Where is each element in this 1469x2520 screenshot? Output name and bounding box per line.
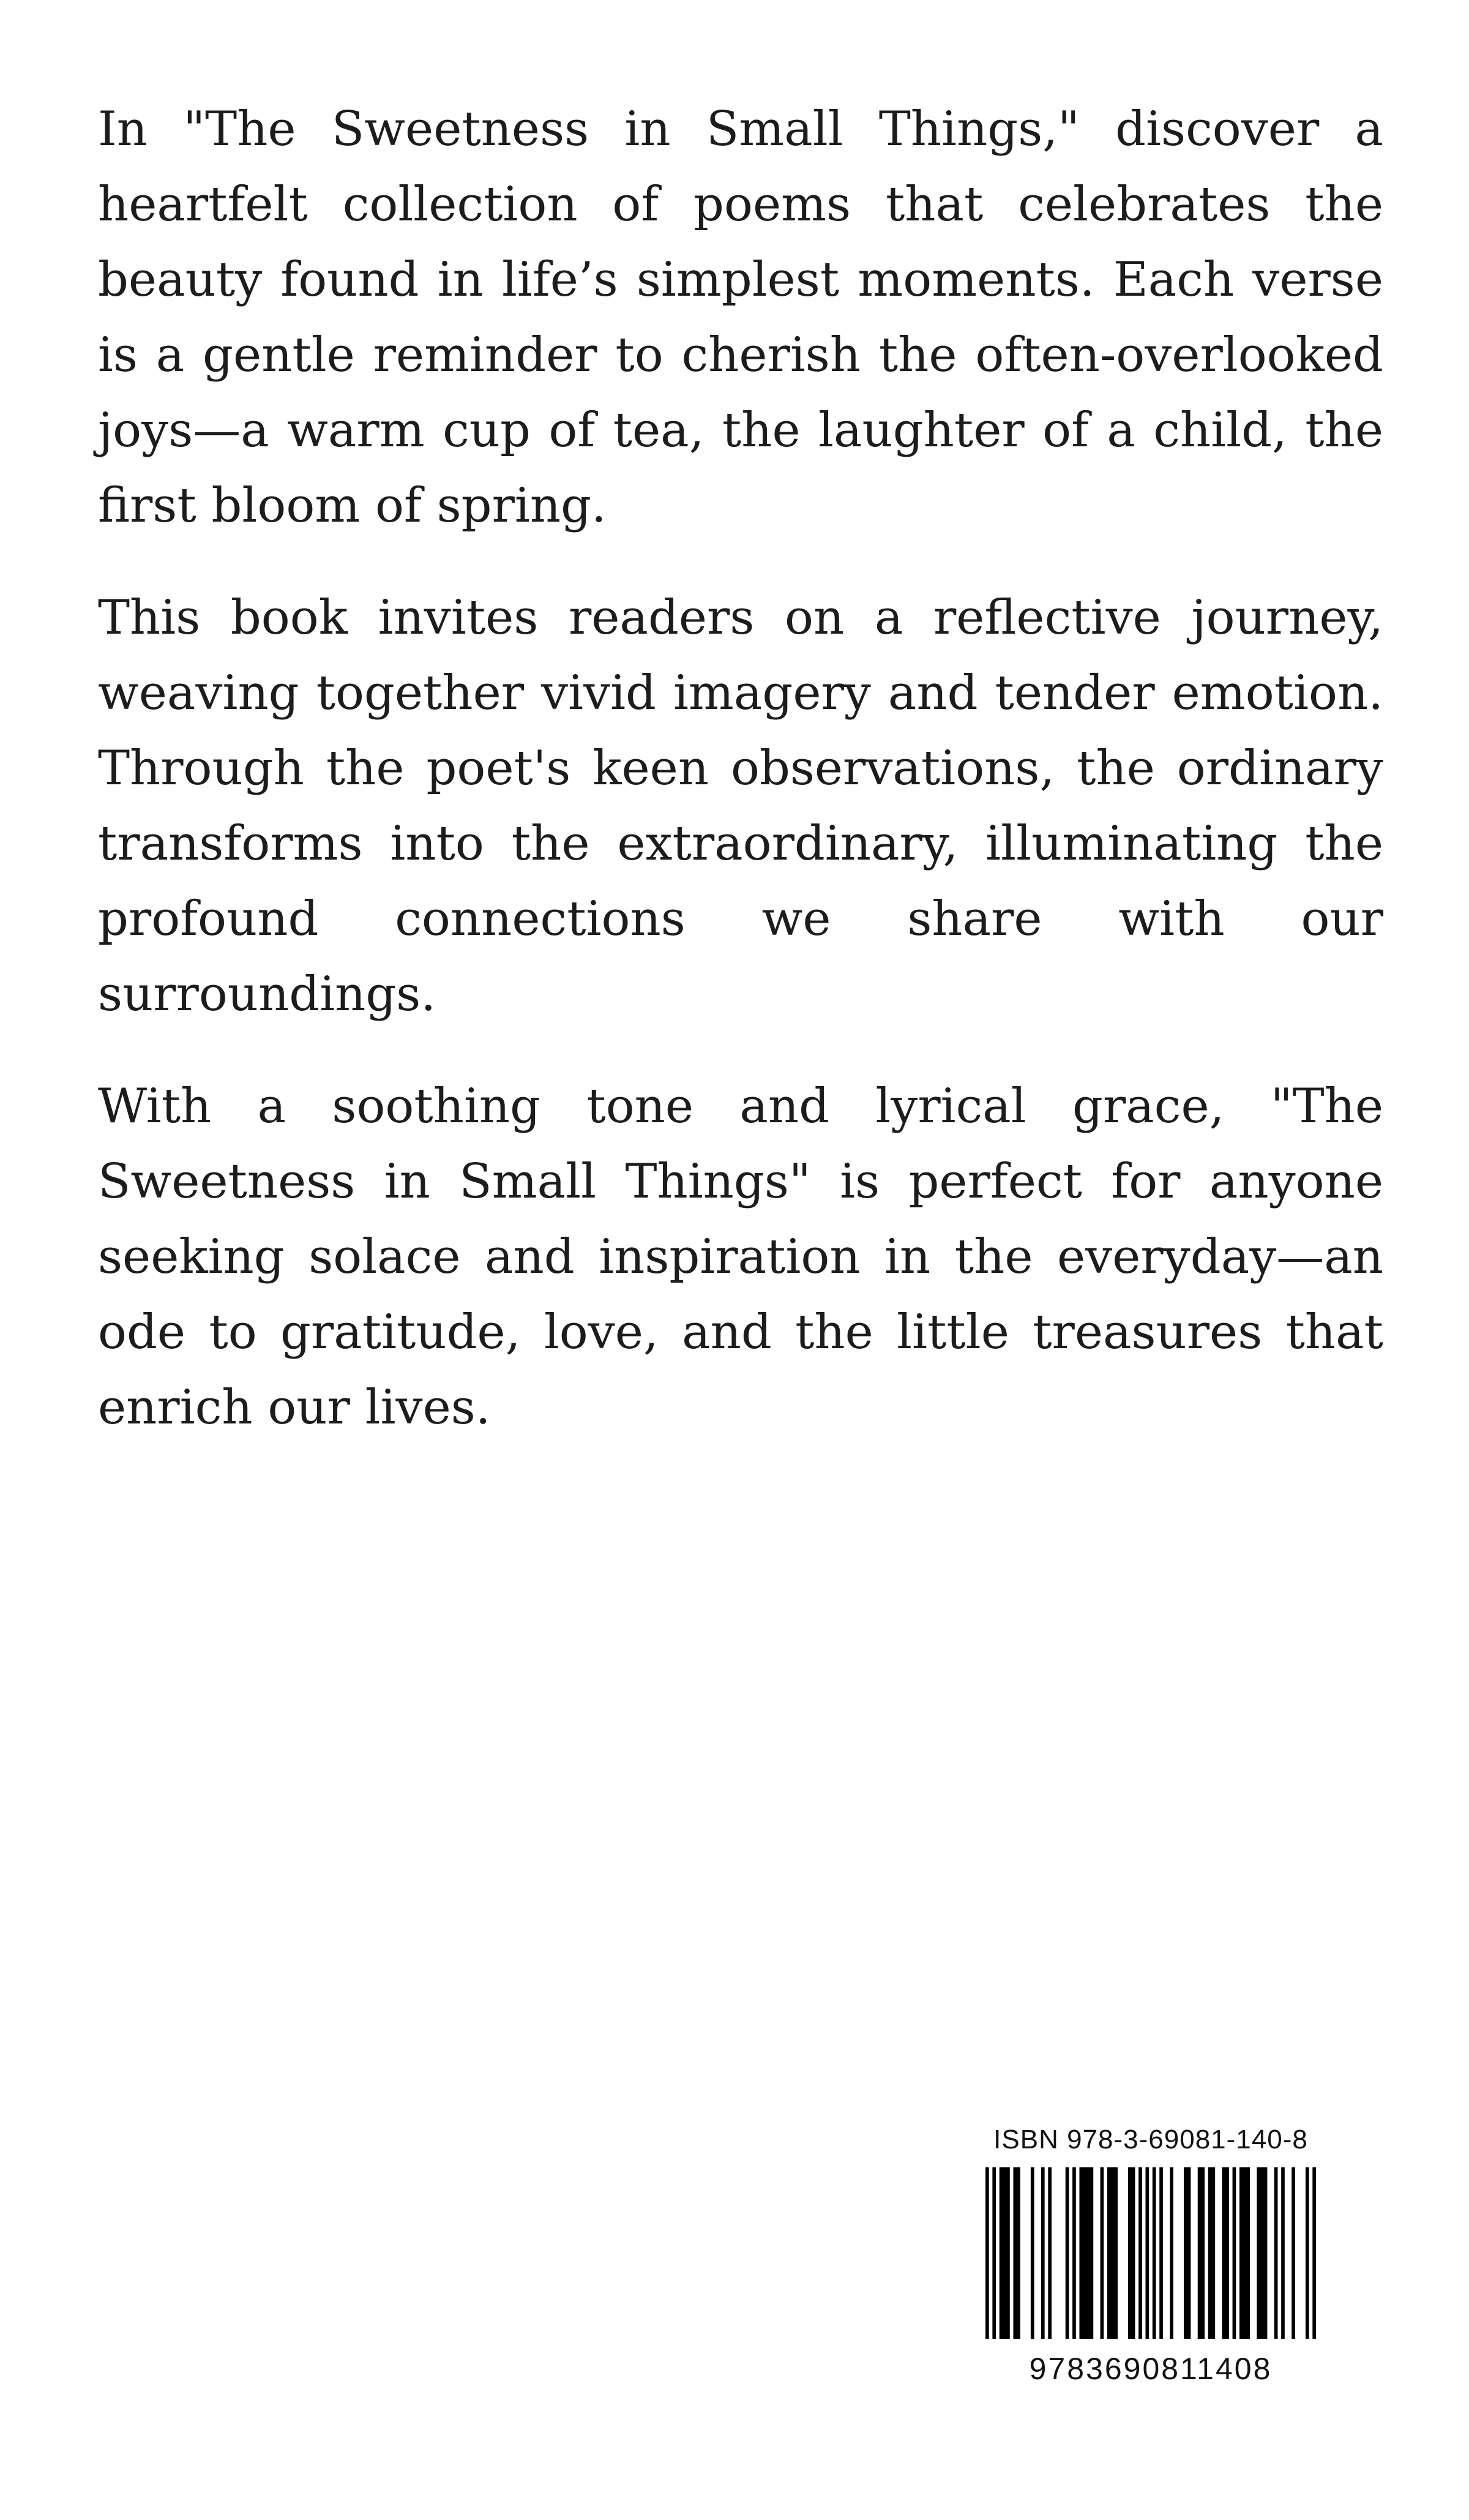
barcode [985,2167,1316,2339]
barcode-bar [1222,2167,1229,2339]
blurb-text [98,92,1383,1482]
blurb-paragraph-3: With a soothing tone and lyrical grace, "The Sweetness in Small Things" is perfect for anyone seeking solace and inspiration in the everyday—an ode to gratitude, love, and the little treasures that enrich our lives. [98,1079,1383,1435]
barcode-bar [1072,2167,1076,2339]
barcode-digits: 9783690811408 [1029,2352,1273,2386]
barcode-bar [985,2167,989,2339]
blurb-paragraph-2: This book invites readers on a reflective journey, weaving together vivid imagery and tender emotion. Through the poet's keen observations, the ordinary transforms into the extraordinary, illuminating the profound connections we share with our surroundings. [98,590,1383,1022]
barcode-bar [1138,2167,1142,2339]
barcode-bar [1013,2167,1020,2339]
barcode-bar [1000,2167,1010,2339]
barcode-bar [1233,2167,1236,2339]
blurb-paragraph-1: In "The Sweetness in Small Things," discover a heartfelt collection of poems that celebrates the beauty found in life’s simplest moments. Each verse is a gentle reminder to cherish the often-overlooked joys—a warm cup of tea, the laughter of a child, the first bloom of spring. [98,102,1383,533]
barcode-bar [1079,2167,1093,2339]
barcode-bar [1208,2167,1215,2339]
barcode-bar [1107,2167,1118,2339]
barcode-bar [1239,2167,1250,2339]
barcode-bar [1101,2167,1104,2339]
barcode-bar [992,2167,996,2339]
barcode-bar [1184,2167,1191,2339]
isbn-barcode-block [979,2124,1322,2403]
barcode-bar [1312,2167,1316,2339]
barcode-bar [1031,2167,1034,2339]
barcode-bar [1153,2167,1156,2339]
barcode-bar [1306,2167,1309,2339]
barcode-bar [1257,2167,1267,2339]
barcode-bar [1198,2167,1205,2339]
barcode-bar [1274,2167,1278,2339]
barcode-bar [1159,2167,1163,2339]
barcode-bar [1066,2167,1069,2339]
barcode-bar [1048,2167,1052,2339]
isbn-label: ISBN 978-3-69081-140-8 [993,2124,1308,2154]
barcode-bar [1291,2167,1295,2339]
barcode-bar [1281,2167,1285,2339]
barcode-bar [1145,2167,1149,2339]
barcode-bar [1170,2167,1173,2339]
barcode-bar [1041,2167,1045,2339]
barcode-bar [1128,2167,1135,2339]
